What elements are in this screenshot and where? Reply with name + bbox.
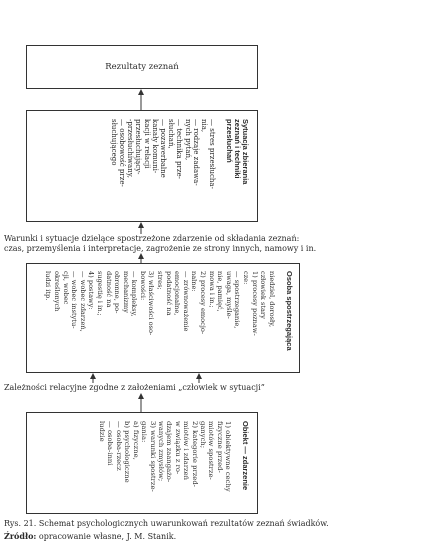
situation-box-line: -przesłuchiwany, — [126, 119, 135, 178]
situation-box-line: słuchań, — [167, 119, 176, 149]
object-box-line: b) psychologiczne — [123, 421, 132, 483]
person-box-line: nie, pamięć, — [216, 271, 225, 312]
situation-box-line: nych pytań, — [183, 119, 192, 161]
object-box-line: 1) obiektywne cechy — [224, 421, 233, 492]
person-box-line: 1) procesy poznaw- — [250, 271, 259, 336]
figure-title: Schemat psychologicznych uwarunkowań rezultatów zeznań świadków. — [38, 519, 329, 528]
object-box-line: ludzie — [98, 421, 107, 442]
person-box-line: sugestię i in.; — [95, 271, 104, 316]
figure-source — [4, 531, 176, 541]
source-label: Źródło: — [4, 531, 37, 541]
object-box-line: — osoba-rzecz — [114, 421, 123, 471]
person-box-line: — wobec instytu- — [70, 271, 79, 329]
object-box-line: Obiekt — zdarzenie — [241, 421, 250, 491]
object-box-line: miotów i zdarzeń — [182, 421, 191, 481]
person-box-line: cze: — [242, 271, 251, 285]
object-box-line: 2) kategorie przed- — [190, 421, 199, 487]
object-box-line: 3) warunki spostrze- — [148, 421, 157, 492]
object-box-line: miotów spostrze- — [207, 421, 216, 480]
figure-label: Rys. 21. — [4, 519, 37, 528]
situation-box-line: — technika prze- — [175, 119, 184, 180]
person-box-line: obronne, po- — [113, 271, 122, 314]
situation-box-line: zeznań i techniki — [232, 119, 242, 179]
intervening-conditions-line-2: czas, przemyślenia i interpretacje, zagrożenie ze strony innych, namowy i in. — [4, 244, 317, 253]
person-box-line: uwaga, myśle- — [224, 271, 233, 319]
object-box-line: ganych; — [198, 421, 207, 449]
person-box-line: datność na — [104, 271, 113, 308]
object-box-line: fizyczne przed- — [215, 421, 224, 473]
person-box-line: 3) właściwości oso- — [147, 271, 156, 336]
person-box-line: ludzi itp. — [44, 271, 53, 301]
person-box-line: 4) postawy: — [87, 271, 96, 310]
object-box-line: — osoba-inni — [106, 421, 115, 466]
situation-box-line: — osobowość prze- — [117, 119, 126, 187]
person-box-line: niedziel, dorosły, — [267, 271, 276, 328]
situation-box-line: — pozawerbalne — [158, 119, 167, 178]
person-box-line: — spostrzeganie, — [233, 271, 242, 329]
situation-box-line: nia, — [199, 119, 208, 133]
situation-box-line: — stres przesłucha- — [208, 119, 217, 189]
person-box-line: mechanizmy — [121, 271, 130, 313]
person-box-line: emocjonalne, — [173, 271, 182, 316]
object-box-line: wanych zmysłów; — [156, 421, 165, 482]
source-text: opracowanie własne, J. M. Stanik. — [38, 532, 177, 541]
person-box-line: — zrównoważenie — [181, 271, 190, 332]
person-box-line: mowa i in.; — [207, 271, 216, 308]
situation-box-line: — rodzaje zadawa- — [191, 119, 200, 186]
person-box-line: człowiek stary — [259, 271, 268, 319]
situation-box-line: przesłuchań — [224, 119, 234, 163]
person-box-line: podatność na — [164, 271, 173, 316]
person-box-line: określonych — [52, 271, 61, 312]
object-box-line: dzajem zaangażo- — [165, 421, 174, 483]
person-box-line: bowości: — [138, 271, 147, 301]
person-box-line: Osoba spostrzegająca — [285, 271, 294, 351]
situation-box-line: słuchującego — [109, 119, 118, 166]
relational-dependencies-text: Zależności relacyjne zgodne z założeniami „człowiek w sytuacji” — [4, 383, 265, 392]
person-box-line: nalne: — [190, 271, 199, 292]
situation-box-line: przesłuchujący- — [134, 119, 143, 175]
object-box-line: a) fizyczne, — [131, 421, 140, 460]
person-box-line: cji, wobec — [61, 271, 70, 305]
intervening-conditions-line-1: Warunki i sytuacje dzielące spostrzeżone zdarzenie od składania zeznań: — [4, 234, 300, 243]
person-box-line: stres; — [156, 271, 165, 290]
situation-box-line: Sytuacja zbierania — [241, 119, 250, 185]
situation-box-line: kanały komuni- — [150, 119, 159, 174]
situation-box-line: kacji w relacji — [142, 119, 151, 169]
person-box-line: — kompleksy, — [130, 271, 139, 317]
person-box-line: — wobec zdarzeń, — [78, 271, 87, 332]
object-box-line: w związku z ro- — [173, 421, 182, 475]
results-label: Rezultaty zeznań — [105, 62, 179, 72]
object-box-line: gania: — [140, 421, 149, 443]
person-box-line: 2) procesy emocjo- — [199, 271, 208, 335]
figure-caption — [4, 519, 329, 528]
